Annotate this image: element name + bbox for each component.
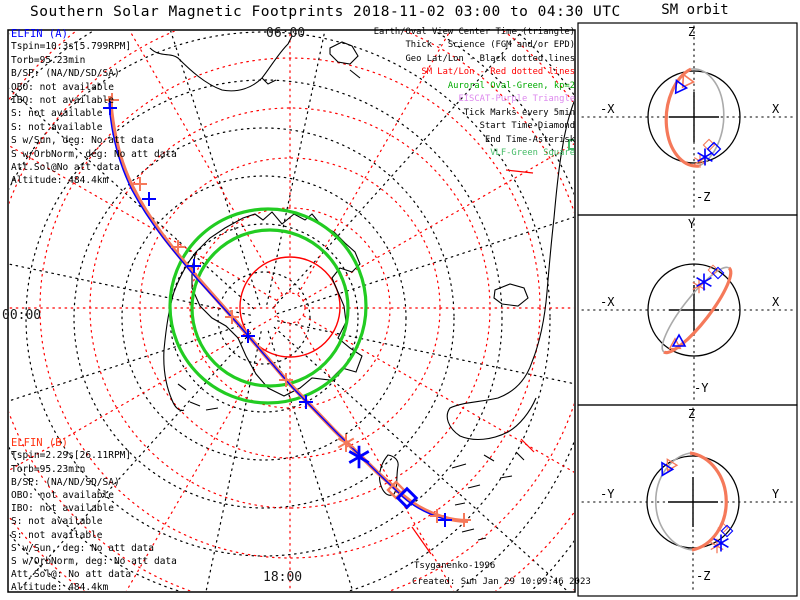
island-right [494,284,528,306]
legend-line: Geo Lat/Lon - Black dotted lines [405,54,575,64]
sm-orbit-title: SM orbit [661,2,729,18]
elfin-a-line: B/SP: (NA/ND/SD/SA) [11,68,120,79]
legend-line: End Time-Asterisk [484,135,575,145]
legend-line: Start Time-Diamond [479,121,575,131]
axis-label: Z [688,407,696,421]
start-diamond-markers [388,482,416,507]
model-credit: Tsyganenko-1996 [414,561,496,571]
legend-line: Earth/Oval View Center Time (triangle) [373,27,575,37]
clock-label-0600: 06:00 [266,26,306,41]
elfin-b-title: ELFIN (B) [11,437,68,449]
elfin-a-line: Torb=95.23min [11,55,86,66]
elfin-a-line: S w/Sun, deg: No att data [11,135,154,146]
antarctic-peninsula [164,252,196,411]
elfin-a-line: S: not available [11,122,103,133]
orbit-xy [662,265,731,352]
axis-label: -Y [600,487,615,501]
axis-label: -Y [694,381,709,395]
elfin-b-line: S: not available [11,530,103,541]
panel-xz-border [578,23,797,215]
elfin-a-line: S w/OrbNorm, deg: No att data [11,149,177,160]
elfin-a-line: Tspin=10.3s[5.799RPM] [11,41,132,52]
axis-label: -X [600,102,615,116]
legend-line: VLF-Green Square [490,148,575,158]
axis-label: Z [688,25,696,39]
elfin-a-line: IBO: not available [11,95,114,106]
elfin-b-line: IBO: not available [11,503,114,514]
elfin-a-line: S: not available [11,108,103,119]
elfin-b-line: Tspin=2.29s[26.11RPM] [11,450,132,461]
elfin-b-line: Torb=95.23min [11,464,86,475]
axis-label: Y [688,217,696,231]
legend-line: Thick - Science (FGM and/or EPD) [405,40,575,50]
orbit-xz [666,69,724,168]
clock-label-1800: 18:00 [263,570,303,585]
elfin-b-line: Altitude: 484.4km [11,582,109,593]
elfin-b-line: B/SP: (NA/ND/SD/SA) [11,477,120,488]
elfin-a-line: OBO: not available [11,82,114,93]
elfin-b-line: Att.Sol@: No att data [11,569,132,580]
elfin-a-title: ELFIN (A) [11,28,68,40]
created-timestamp: Created: Sun Jan 29 10:09:46 2023 [412,577,591,587]
legend-line: Auroral Oval-Green, kp=2 [447,81,575,91]
axis-label: Y [772,487,780,501]
elfin-b-line: S w/Sun, deg: No att data [11,543,154,554]
legend-line: SM Lat/Lon - Red dotted lines [421,67,575,77]
axis-label: X [772,102,780,116]
legend-line: EISCAT-Purple Triangle [458,94,575,104]
elfin-b-line: OBO: not available [11,490,114,501]
axis-label: X [772,295,780,309]
elfin-a-line: Att.Sol@No att data [11,162,120,173]
elfin-b-line: S w/OrbNorm, deg: No att data [11,556,177,567]
elfin-a-line: Altitude: 484.4km [11,175,109,186]
page-title: Southern Solar Magnetic Footprints 2018-11-02 03:00 to 04:30 UTC [30,4,621,20]
clock-label-0000: 00:00 [2,308,42,323]
legend-line: Tick Marks every 5min [463,108,575,118]
orbit-yz [656,453,733,553]
axis-label: -X [600,295,615,309]
elfin-b-line: S: not available [11,516,103,527]
axis-label: -Z [696,569,711,583]
axis-label: -Z [696,190,711,204]
